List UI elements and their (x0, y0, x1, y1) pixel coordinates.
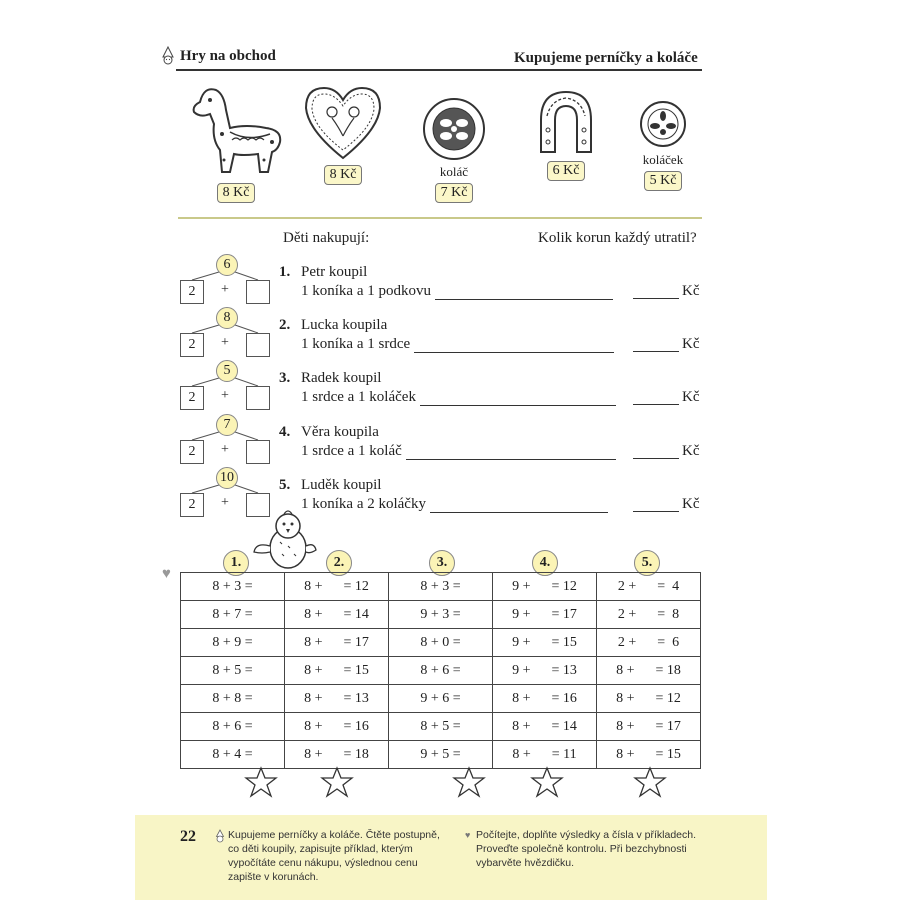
price-tag-heart: 8 Kč (324, 165, 363, 185)
gnome-icon (215, 829, 225, 843)
currency-label: Kč (682, 389, 700, 405)
product-name-cake: koláč (439, 164, 469, 179)
header-rule (176, 69, 702, 71)
exercise-cell[interactable]: 8 + = 11 (493, 741, 597, 769)
section-title (160, 46, 276, 66)
task-number: 1. (279, 264, 291, 280)
answer-total-line[interactable] (633, 389, 679, 405)
column-label: 3. (429, 550, 455, 576)
tree-total: 6 (216, 254, 238, 276)
task-buyer: Věra koupila (301, 424, 379, 440)
answer-total-line[interactable] (633, 443, 679, 459)
star-icon[interactable] (320, 766, 354, 798)
task-item (176, 417, 706, 474)
exercise-cell[interactable]: 9 + 3 = (389, 601, 493, 629)
answer-total-line[interactable] (633, 283, 679, 299)
tree-right-box[interactable] (246, 280, 270, 304)
currency-label: Kč (682, 443, 700, 459)
tree-right-box[interactable] (246, 333, 270, 357)
exercise-cell[interactable]: 8 + 8 = (181, 685, 285, 713)
task-items-text: 1 srdce a 1 koláč (301, 443, 402, 459)
intro-text: Děti nakupují: (283, 230, 370, 246)
price-tag-horseshoe: 6 Kč (547, 161, 586, 181)
heart-icon: ♥ (162, 566, 171, 582)
exercise-cell[interactable]: 8 + 9 = (181, 629, 285, 657)
star-icon[interactable] (633, 766, 667, 798)
exercise-cell[interactable]: 8 + = 14 (285, 601, 389, 629)
plus-sign: + (221, 335, 229, 350)
task-buyer: Petr koupil (301, 264, 368, 280)
exercise-cell[interactable]: 2 + = 6 (597, 629, 701, 657)
exercise-cell[interactable]: 8 + 3 = (389, 573, 493, 601)
task-items (301, 283, 613, 300)
table-row (181, 741, 701, 769)
task-number: 4. (279, 424, 291, 440)
exercise-cell[interactable]: 8 + 6 = (389, 657, 493, 685)
gnome-icon (160, 46, 176, 66)
exercise-cell[interactable]: 9 + 6 = (389, 685, 493, 713)
tree-left-box: 2 (180, 333, 204, 357)
exercise-cell[interactable]: 8 + = 18 (597, 657, 701, 685)
answer-total-line[interactable] (633, 336, 679, 352)
exercise-cell[interactable]: 8 + = 15 (597, 741, 701, 769)
price-tag-cake: 7 Kč (435, 183, 474, 203)
task-items-text: 1 srdce a 1 koláček (301, 389, 416, 405)
task-buyer: Lucka koupila (301, 317, 388, 333)
task-buyer: Luděk koupil (301, 477, 382, 493)
answer-equation-line[interactable] (406, 446, 616, 460)
answer-equation-line[interactable] (420, 392, 616, 406)
page-number: 22 (180, 828, 196, 845)
exercise-cell[interactable]: 8 + 5 = (389, 713, 493, 741)
table-row (181, 657, 701, 685)
tree-total: 7 (216, 414, 238, 436)
exercise-cell[interactable]: 2 + = 4 (597, 573, 701, 601)
exercise-cell[interactable]: 2 + = 8 (597, 601, 701, 629)
exercise-cell[interactable]: 8 + = 15 (285, 657, 389, 685)
answer-equation-line[interactable] (430, 499, 608, 513)
column-label: 5. (634, 550, 660, 576)
task-items (301, 336, 614, 353)
tree-left-box: 2 (180, 280, 204, 304)
task-item (176, 257, 706, 314)
answer-equation-line[interactable] (414, 339, 614, 353)
topic-title: Kupujeme perníčky a koláče (514, 50, 698, 66)
section-divider (178, 217, 702, 219)
small-cake-icon (637, 98, 689, 150)
price-tag-small-cake: 5 Kč (644, 171, 683, 191)
exercise-cell[interactable]: 8 + = 18 (285, 741, 389, 769)
plus-sign: + (221, 442, 229, 457)
task-item (176, 363, 706, 420)
task-items-text: 1 koníka a 2 koláčky (301, 496, 426, 512)
product-cake (414, 96, 494, 203)
exercise-cell[interactable]: 9 + = 12 (493, 573, 597, 601)
star-icon[interactable] (452, 766, 486, 798)
table-row (181, 713, 701, 741)
exercise-cell[interactable]: 8 + = 16 (285, 713, 389, 741)
exercise-cell[interactable]: 8 + 3 = (181, 573, 285, 601)
table-row (181, 601, 701, 629)
currency-label: Kč (682, 283, 700, 299)
table-row (181, 629, 701, 657)
heart-gingerbread-icon (302, 82, 384, 162)
footer-instructions-right: Počítejte, doplňte výsledky a čísla v příkladech. Proveďte společně kontrolu. Při bezchybnosti vybarvěte hvězdičku. (476, 829, 697, 869)
horse-gingerbread-icon (186, 80, 286, 180)
exercise-cell[interactable]: 9 + = 17 (493, 601, 597, 629)
exercise-cell[interactable]: 8 + 6 = (181, 713, 285, 741)
task-item (176, 310, 706, 367)
tree-left-box: 2 (180, 493, 204, 517)
task-number: 3. (279, 370, 291, 386)
exercise-cell[interactable]: 8 + 5 = (181, 657, 285, 685)
price-tag-horse: 8 Kč (217, 183, 256, 203)
product-heart (302, 82, 384, 185)
tree-left-box: 2 (180, 440, 204, 464)
task-buyer: Radek koupil (301, 370, 382, 386)
tree-total: 10 (216, 467, 238, 489)
exercise-grid (180, 572, 701, 769)
exercise-cell[interactable]: 8 + = 12 (285, 573, 389, 601)
question-text: Kolik korun každý utratil? (538, 230, 697, 246)
currency-label: Kč (682, 496, 700, 512)
heart-icon: ♥ (465, 830, 471, 840)
table-row (181, 685, 701, 713)
exercise-cell[interactable]: 9 + 5 = (389, 741, 493, 769)
tree-total: 5 (216, 360, 238, 382)
product-small-cake (637, 98, 689, 191)
plus-sign: + (221, 388, 229, 403)
exercise-cell[interactable]: 9 + = 13 (493, 657, 597, 685)
star-icon[interactable] (244, 766, 278, 798)
column-label: 2. (326, 550, 352, 576)
task-items-text: 1 koníka a 1 srdce (301, 336, 411, 352)
tree-right-box[interactable] (246, 440, 270, 464)
exercise-cell[interactable]: 8 + 0 = (389, 629, 493, 657)
product-horseshoe (533, 86, 599, 181)
exercise-cell[interactable]: 8 + = 16 (493, 685, 597, 713)
product-name-small-cake: koláček (642, 152, 684, 167)
footer-instructions-left: Kupujeme perníčky a koláče. Čtěte postupně, co děti koupily, zapisujte příklad, kterým vypočítáte cenu nákupu, výslednou cenu zapište v korunách. (228, 829, 440, 883)
exercise-cell[interactable]: 8 + = 17 (597, 713, 701, 741)
answer-equation-line[interactable] (435, 286, 613, 300)
tree-right-box[interactable] (246, 386, 270, 410)
product-horse (186, 80, 286, 203)
star-icon[interactable] (530, 766, 564, 798)
plus-sign: + (221, 495, 229, 510)
tree-total: 8 (216, 307, 238, 329)
horseshoe-gingerbread-icon (533, 86, 599, 158)
task-number: 5. (279, 477, 291, 493)
task-items-text: 1 koníka a 1 podkovu (301, 283, 431, 299)
task-items (301, 443, 616, 460)
task-items (301, 389, 616, 406)
task-number: 2. (279, 317, 291, 333)
number-tree (176, 363, 276, 420)
column-label: 1. (223, 550, 249, 576)
exercise-cell[interactable]: 8 + 4 = (181, 741, 285, 769)
column-label: 4. (532, 550, 558, 576)
round-cake-icon (414, 96, 494, 162)
section-title-text: Hry na obchod (180, 47, 276, 64)
task-items (301, 496, 608, 513)
plus-sign: + (221, 282, 229, 297)
currency-label: Kč (682, 336, 700, 352)
answer-total-line[interactable] (633, 496, 679, 512)
exercise-cell[interactable]: 8 + 7 = (181, 601, 285, 629)
tree-left-box: 2 (180, 386, 204, 410)
chick-icon (252, 506, 318, 572)
exercise-cell[interactable]: 8 + = 13 (285, 685, 389, 713)
exercise-cell[interactable]: 8 + = 17 (285, 629, 389, 657)
table-row (181, 573, 701, 601)
exercise-cell[interactable]: 9 + = 15 (493, 629, 597, 657)
exercise-cell[interactable]: 8 + = 14 (493, 713, 597, 741)
exercise-cell[interactable]: 8 + = 12 (597, 685, 701, 713)
